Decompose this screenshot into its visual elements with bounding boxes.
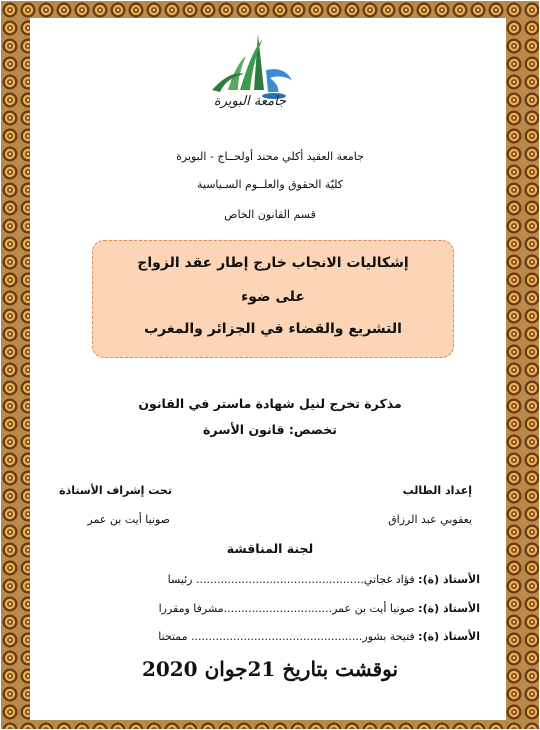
dotted-leader: ............................... <box>223 602 333 615</box>
thesis-purpose: مذكرة تخرج لنيل شهادة ماستر في القانون <box>138 396 402 411</box>
dotted-leader: ................................................. <box>191 630 363 643</box>
member-name: فؤاد غجاتي <box>363 573 415 586</box>
member-role: رئيسا <box>167 573 193 586</box>
thesis-title-line-3: التشريع والقضاء في الجزائر والمغرب <box>144 321 402 337</box>
member-title: الأستاذ (ة): <box>418 573 480 586</box>
member-title: الأستاذ (ة): <box>418 630 480 643</box>
member-name: فتيحة بشور <box>362 630 415 643</box>
committee-member <box>60 602 480 615</box>
member-title: الأستاذ (ة): <box>418 602 480 615</box>
dotted-leader: ................................................ <box>196 573 364 586</box>
thesis-specialty: تخصص: قانون الأسرة <box>203 422 337 437</box>
thesis-title-line-2: على ضوء <box>241 289 305 305</box>
student-label: إعداد الطالب <box>402 484 472 497</box>
thesis-title-box <box>92 240 454 358</box>
member-name: صونيا أيت بن عمر <box>332 602 415 615</box>
committee-member <box>60 630 480 643</box>
faculty-name: كليّة الحقوق والعلــوم السـياسية <box>196 178 344 191</box>
supervisor-label: تحت إشراف الأستاذة <box>59 484 172 497</box>
thesis-title-line-1: إشكاليات الانجاب خارج إطار عقد الزواج <box>137 255 409 271</box>
committee-member <box>60 573 480 586</box>
department-name: قسم القانون الخاص <box>224 208 316 221</box>
logo-caption: جامعة البويرة <box>213 94 287 109</box>
university-name: جامعة العقيد أكلي محند أولحــاج - البويرة <box>176 150 364 163</box>
member-role: ممتحنا <box>158 630 188 643</box>
supervisor-name: صونيا أيت بن عمر <box>87 513 170 526</box>
member-role: مشرفا ومقررا <box>158 602 224 615</box>
defense-date: نوقشت بتاريخ 21جوان 2020 <box>141 657 399 681</box>
student-name: يعقوبي عبد الرزاق <box>388 513 472 526</box>
committee-heading: لجنة المناقشة <box>226 541 314 556</box>
